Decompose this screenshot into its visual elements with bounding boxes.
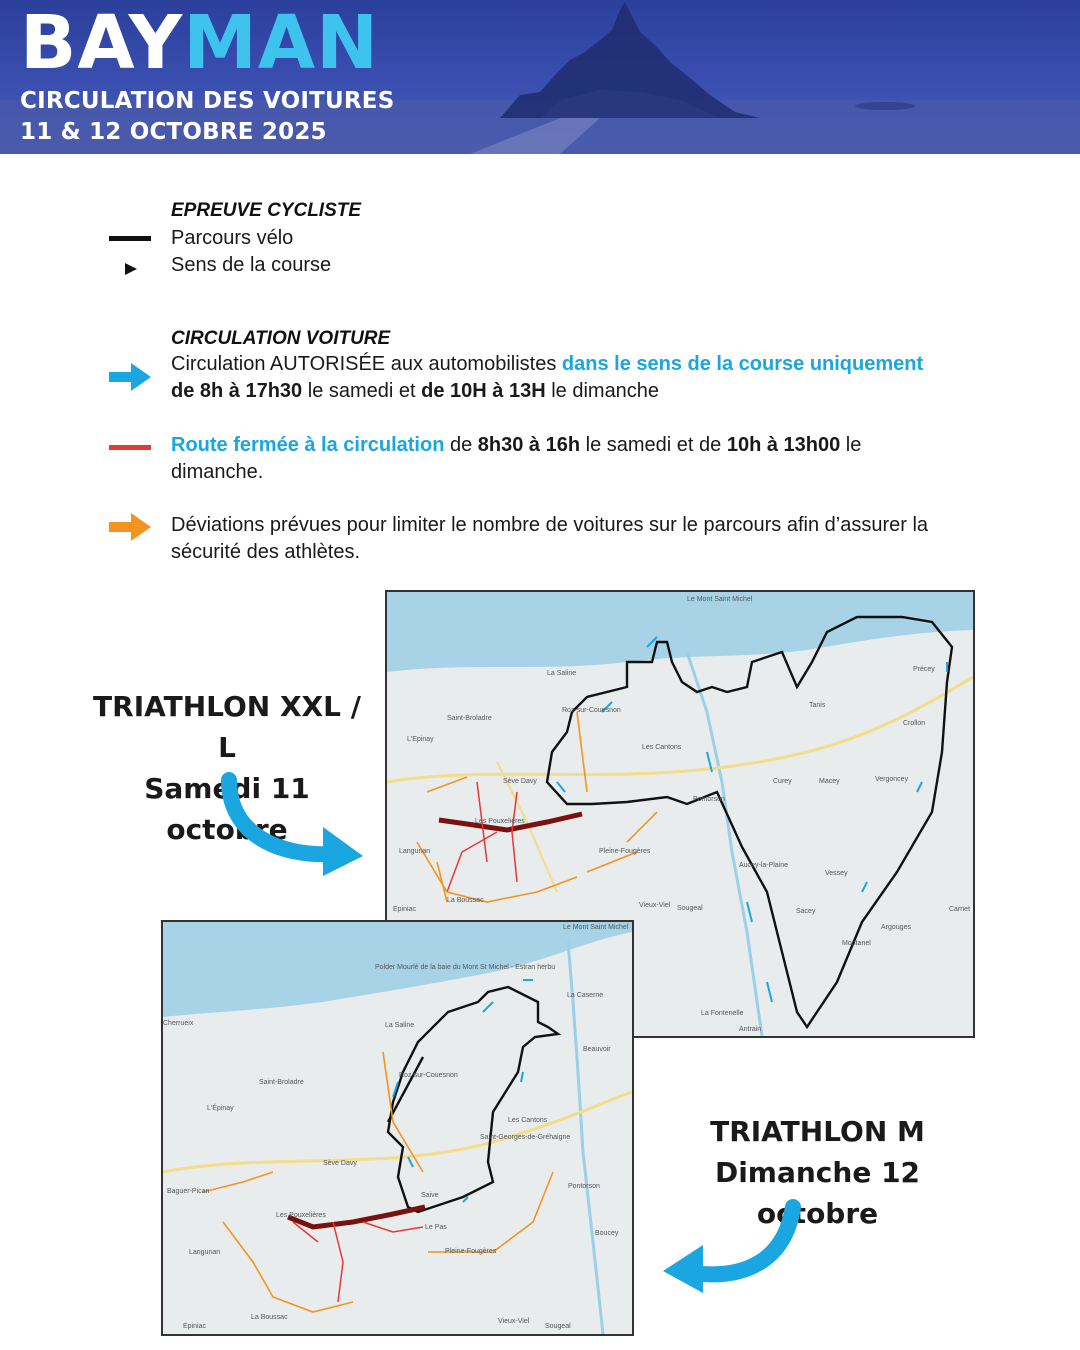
legend-orange-description: Déviations prévues pour limiter le nombre de voitures sur le parcours afin d’assurer la sécurité des athlètes. xyxy=(171,514,929,563)
direction-arrow-icon xyxy=(124,262,138,276)
legend-car-title: CIRCULATION VOITURE xyxy=(171,328,391,349)
map2-place-label: Baguer-Pican xyxy=(167,1188,210,1195)
map1-place-label: Vieux-Viel xyxy=(639,902,671,909)
map2-place-label: Sougeal xyxy=(545,1323,571,1330)
sunday-event-date: Dimanche 12 octobre xyxy=(714,1156,921,1230)
sunday-event-name: TRIATHLON M xyxy=(710,1115,925,1148)
map1-place-label: Aucey-la-Plaine xyxy=(739,862,789,869)
map1-place-label: La Saline xyxy=(547,670,577,677)
map2-place-label: Saint-Broladre xyxy=(259,1079,304,1086)
map2-place-label: Langunan xyxy=(189,1249,221,1256)
map2-place-label: Les Pouxelières xyxy=(276,1212,326,1219)
map1-place-label: Vessey xyxy=(825,870,848,877)
legend-bike-route: Parcours vélo xyxy=(171,227,294,249)
map1-place-label: Macey xyxy=(819,778,840,785)
map2-place-label: Polder Mourlé de la baie du Mont St Michel - Estran herbu xyxy=(375,964,556,971)
header-banner xyxy=(0,0,1080,154)
map2-place-label: Le Mont Saint Michel xyxy=(563,924,629,931)
map2-place-label: La Boussac xyxy=(251,1314,288,1321)
orange-arrow-icon xyxy=(107,512,153,542)
map1-place-label: Pontorson xyxy=(693,796,725,803)
map-triathlon-m[interactable] xyxy=(161,920,634,1336)
legend-cycling-title: EPREUVE CYCLISTE xyxy=(171,200,362,221)
map2-place-label: Les Cantons xyxy=(508,1117,548,1124)
map1-place-label: Langunan xyxy=(399,848,431,855)
map1-place-label: Saint-Broladre xyxy=(447,715,492,722)
map1-place-label: Antrain xyxy=(739,1026,762,1033)
map1-place-label: Les Cantons xyxy=(642,744,682,751)
map2-place-label: Roz-sur-Couesnon xyxy=(399,1072,458,1079)
bike-route-line-symbol xyxy=(109,236,151,241)
map1-place-label: Crollon xyxy=(903,720,926,727)
map1-place-label: Sève Davy xyxy=(503,778,537,785)
map2-place-label: La Caserne xyxy=(567,992,604,999)
legend-blue-description: Circulation AUTORISÉE aux automobilistes dans le sens de la course uniquement de 8h à 17h30 le samedi et de 10H à 13H le dimanche xyxy=(171,353,924,402)
map1-place-label: Epiniac xyxy=(393,906,416,913)
map1-place-label: Roz-sur-Couesnon xyxy=(562,707,621,714)
map1-place-label: Carnet xyxy=(949,906,971,913)
saturday-event-date: Samedi 11 octobre xyxy=(144,772,310,846)
map1-place-label: Pleine-Fougères xyxy=(599,848,651,855)
map1-place-label: Montanel xyxy=(842,940,871,947)
map2-place-label: Sève Davy xyxy=(323,1160,357,1167)
map1-place-label: Précey xyxy=(913,666,935,673)
header-dates: 11 & 12 OCTOBRE 2025 xyxy=(20,119,327,145)
map1-place-label: Sougeal xyxy=(677,905,703,912)
map1-place-label: L'Epinay xyxy=(407,736,434,743)
map2-place-label: Cherrueix xyxy=(163,1020,194,1027)
map1-place-label: Tanis xyxy=(809,702,826,709)
map2-place-label: La Saline xyxy=(385,1022,415,1029)
curved-arrow-to-map1-icon xyxy=(215,772,375,882)
map1-place-label: La Fontenelle xyxy=(701,1010,744,1017)
map2-place-label: Pleine-Fougères xyxy=(445,1248,497,1255)
header-title: CIRCULATION DES VOITURES xyxy=(20,88,395,114)
map2-place-label: Le Pas xyxy=(425,1224,447,1231)
map2-place-label: Vieux-Viel xyxy=(498,1318,530,1325)
map2-place-label: L'Épinay xyxy=(207,1105,234,1112)
map2-place-label: Saint-Georges-de-Gréhaigne xyxy=(480,1134,571,1141)
curved-arrow-to-map2-icon xyxy=(655,1195,815,1300)
red-line-symbol xyxy=(109,445,151,450)
map2-canvas xyxy=(163,922,632,1334)
map1-place-label: Le Mont Saint Michel xyxy=(687,596,753,603)
legend-red-description: Route fermée à la circulation de 8h30 à 16h le samedi et de 10h à 13h00 le dimanche. xyxy=(171,434,862,483)
map1-place-label: Les Pouxelières xyxy=(475,818,525,825)
map1-place-label: Sacey xyxy=(796,908,816,915)
map1-place-label: Argouges xyxy=(881,924,911,931)
map1-place-label: La Boussac xyxy=(447,897,484,904)
saturday-event-name: TRIATHLON XXL / L xyxy=(93,690,361,764)
bayman-logo: BAYMAN xyxy=(20,0,380,86)
map2-place-label: Boucey xyxy=(595,1230,619,1237)
legend-race-direction: Sens de la course xyxy=(171,254,332,276)
map2-place-label: Beauvoir xyxy=(583,1046,611,1053)
map2-place-label: Epiniac xyxy=(183,1323,206,1330)
blue-arrow-icon xyxy=(107,362,153,392)
map2-place-label: Pontorson xyxy=(568,1183,600,1190)
map1-place-label: Vergoncey xyxy=(875,776,909,783)
map2-place-label: Saive xyxy=(421,1192,439,1199)
map1-place-label: Curey xyxy=(773,778,792,785)
